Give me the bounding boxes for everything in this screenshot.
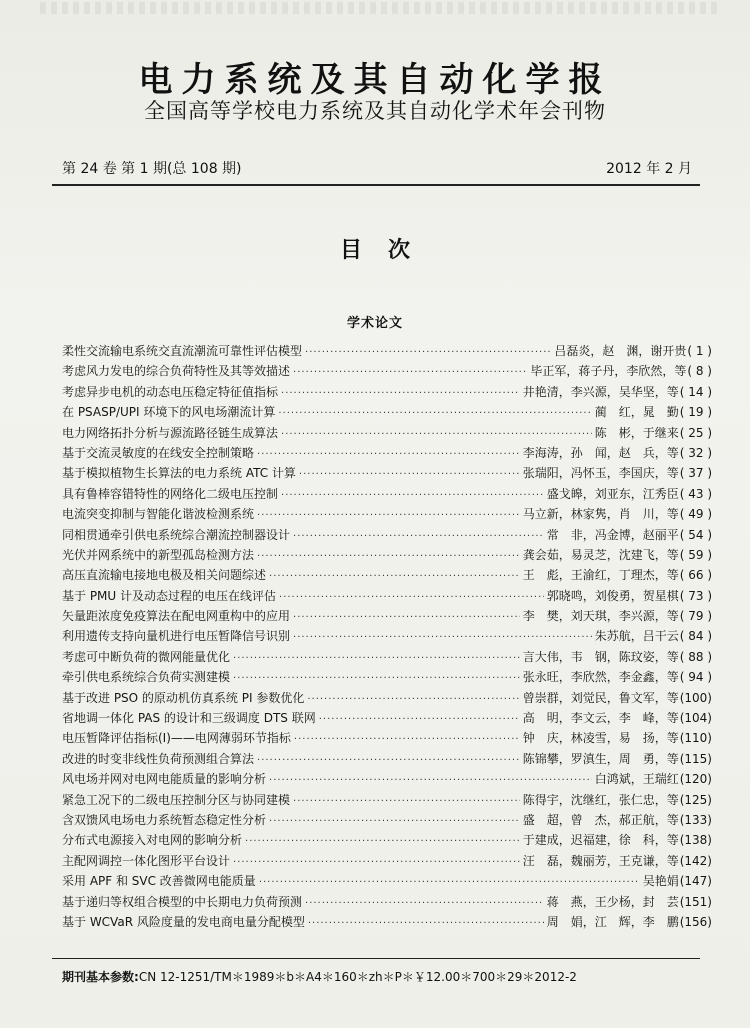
toc-entry-page: ( 1 )	[687, 344, 712, 358]
toc-entry-title: 考虑可中断负荷的微网能量优化	[62, 649, 231, 664]
section-title: 学术论文	[346, 316, 403, 331]
toc-entry-authors: 钟 庆，林凌雪，易 扬，等	[522, 731, 679, 746]
toc-entry-authors: 李 樊，刘天琪，李兴源，等	[522, 609, 679, 624]
toc-entry[interactable]	[62, 565, 712, 585]
dot-leader	[233, 649, 520, 669]
toc-entry-title: 在 PSASP/UPI 环境下的风电场潮流计算	[62, 405, 276, 420]
toc-entry-page: ( 94 )	[679, 670, 712, 685]
toc-entry-title: 柔性交流输电系统交直流潮流可靠性评估模型	[62, 344, 303, 358]
dot-leader	[269, 812, 520, 832]
toc-entry-authors: 白鸿斌，王瑞红	[594, 772, 679, 787]
toc-entry-page: (147)	[679, 874, 712, 889]
toc-entry-title: 电压暂降评估指标(I)——电网薄弱环节指标	[62, 731, 291, 746]
toc-entry-page: ( 49 )	[679, 507, 712, 522]
toc-entry-title: 主配网调控一体化图形平台设计	[62, 853, 231, 868]
toc-entry-page: (104)	[679, 711, 712, 726]
toc-entry-title: 基于模拟植物生长算法的电力系统 ATC 计算	[62, 466, 296, 481]
toc-entry-title: 电力网络拓扑分析与源流路径链生成算法	[62, 425, 279, 440]
toc-entry-title: 风电场并网对电网电能质量的影响分析	[62, 772, 267, 787]
dot-leader	[269, 567, 520, 587]
dot-leader	[293, 527, 544, 547]
toc-entry[interactable]	[62, 667, 712, 687]
top-divider	[52, 184, 700, 186]
toc-entry[interactable]	[62, 606, 712, 626]
toc-entry[interactable]	[62, 341, 712, 361]
dot-leader	[281, 425, 592, 445]
toc-entry-title: 利用遗传支持向量机进行电压暂降信号识别	[62, 629, 291, 644]
toc-entry-authors: 盛戈皞，刘亚东，江秀臣	[546, 486, 679, 501]
toc-entry-authors: 吴艳娟	[642, 874, 679, 889]
toc-entry-authors: 马立新，林家隽，肖 川，等	[522, 507, 679, 522]
dot-leader	[305, 894, 544, 914]
dot-leader	[257, 445, 520, 465]
toc-entry-page: ( 59 )	[679, 547, 712, 562]
toc-entry-title: 基于 WCVaR 风险度量的发电商电量分配模型	[62, 914, 305, 929]
toc-entry-title: 紧急工况下的二级电压控制分区与协同建模	[62, 792, 291, 807]
dot-leader	[233, 853, 520, 873]
toc-entry[interactable]	[62, 484, 712, 504]
toc-entry[interactable]	[62, 463, 712, 483]
toc-entry[interactable]	[62, 790, 712, 810]
toc-entry-page: (133)	[679, 812, 712, 827]
toc-entry[interactable]	[62, 708, 712, 728]
toc-entry-authors: 张永旺，李欣然，李金鑫，等	[522, 670, 679, 685]
toc-entry-page: (142)	[679, 853, 712, 868]
toc-entry-page: ( 54 )	[679, 527, 712, 542]
dot-leader	[281, 384, 520, 404]
toc-entry-page: (156)	[679, 914, 712, 929]
toc-entry-page: (100)	[679, 690, 712, 705]
toc-entry-authors: 常 非，冯金博，赵丽平	[546, 527, 679, 542]
toc-entry-page: ( 66 )	[679, 568, 712, 583]
toc-entry-page: ( 25 )	[679, 425, 712, 440]
toc-entry-authors: 毕正军，蒋子丹，李欣然，等	[530, 364, 687, 379]
issue-date: 2012 年 2 月	[606, 161, 692, 177]
toc-entry-page: ( 84 )	[679, 629, 712, 644]
toc-entry-page: ( 8 )	[687, 364, 712, 379]
dot-leader	[245, 832, 520, 852]
toc-entry-authors: 吕磊炎，赵 渊，谢开贵	[554, 344, 687, 358]
toc-entry[interactable]	[62, 810, 712, 830]
toc-entry-authors: 陈锦攀，罗滇生，周 勇，等	[522, 751, 679, 766]
journal-subtitle: 全国高等学校电力系统及其自动化学术年会刊物	[144, 99, 606, 123]
toc-entry[interactable]	[62, 728, 712, 748]
journal-title: 电力系统及其自动化学报	[138, 60, 612, 100]
toc-entry[interactable]	[62, 912, 712, 932]
dot-leader	[305, 343, 551, 363]
toc-entry[interactable]	[62, 525, 712, 545]
toc-entry[interactable]	[62, 688, 712, 708]
dot-leader	[294, 730, 520, 750]
toc-entry-page: (120)	[679, 772, 712, 787]
dot-leader	[278, 404, 591, 424]
toc-entry-title: 分布式电源接入对电网的影响分析	[62, 833, 243, 848]
dot-leader	[299, 465, 520, 485]
toc-entry-authors: 曾崇群，刘觉民，鲁文军，等	[522, 690, 679, 705]
journal-parameters	[62, 968, 702, 985]
toc-entry-authors: 张瑞阳，冯怀玉，李国庆，等	[522, 466, 679, 481]
toc-entry[interactable]	[62, 830, 712, 850]
toc-entry[interactable]	[62, 361, 712, 381]
toc-entry-title: 省地调一体化 PAS 的设计和三级调度 DTS 联网	[62, 711, 316, 726]
toc-entry-authors: 言大伟，韦 钢，陈玟姿，等	[522, 649, 679, 664]
toc-entry[interactable]	[62, 586, 712, 606]
dot-leader	[307, 690, 519, 710]
toc-entry-title: 基于交流灵敏度的在线安全控制策略	[62, 445, 255, 460]
toc-entry-title: 含双馈风电场电力系统暂态稳定性分析	[62, 812, 267, 827]
dot-leader	[257, 506, 520, 526]
toc-entry-page: ( 73 )	[679, 588, 712, 603]
toc-entry-title: 采用 APF 和 SVC 改善微网电能质量	[62, 874, 256, 889]
toc-entry-authors: 郭晓鸣，刘俊勇，贺星棋	[546, 588, 679, 603]
toc-entry-authors: 李海涛，孙 闻，赵 兵，等	[522, 445, 679, 460]
dot-leader	[293, 363, 527, 383]
toc-entry[interactable]	[62, 769, 712, 789]
issue-line	[62, 158, 692, 178]
toc-entry-title: 基于改进 PSO 的原动机仿真系统 PI 参数优化	[62, 690, 305, 705]
toc-entry[interactable]	[62, 382, 712, 402]
toc-entry-title: 高压直流输电接地电极及相关问题综述	[62, 568, 267, 583]
toc-entry-authors: 陈 彬，于继来	[594, 425, 679, 440]
toc-list	[62, 341, 712, 932]
toc-entry-authors: 蒋 燕，王少杨，封 芸	[546, 894, 679, 909]
toc-entry-page: ( 88 )	[679, 649, 712, 664]
toc-entry[interactable]	[62, 851, 712, 871]
toc-entry-title: 光伏并网系统中的新型孤岛检测方法	[62, 547, 255, 562]
toc-entry-authors: 王 彪，王渝红，丁理杰，等	[522, 568, 679, 583]
toc-entry-page: (110)	[679, 731, 712, 746]
toc-entry[interactable]	[62, 892, 712, 912]
toc-entry-authors: 汪 磊，魏丽芳，王克谦，等	[522, 853, 679, 868]
toc-entry-page: ( 14 )	[679, 384, 712, 399]
toc-entry-authors: 高 明，李文云，李 峰，等	[522, 711, 679, 726]
params-value: CN 12-1251/TM＊1989＊b＊A4＊160＊zh＊P＊￥12.00＊700＊29＊2012-2	[138, 970, 577, 984]
dot-leader	[233, 669, 520, 689]
toc-entry-title: 电流突变抑制与智能化谐波检测系统	[62, 507, 255, 522]
toc-entry-authors: 井艳清，李兴源，吴华坚，等	[522, 384, 679, 399]
dot-leader	[319, 710, 520, 730]
toc-entry-authors: 蔺 红，晁 勤	[594, 405, 679, 420]
toc-entry[interactable]	[62, 749, 712, 769]
dot-leader	[293, 608, 520, 628]
dot-leader	[269, 771, 592, 791]
toc-entry-title: 改进的时变非线性负荷预测组合算法	[62, 751, 255, 766]
toc-entry-title: 考虑异步电机的动态电压稳定特征值指标	[62, 384, 279, 399]
toc-entry[interactable]	[62, 402, 712, 422]
dot-leader	[259, 873, 640, 893]
toc-entry-page: ( 43 )	[679, 486, 712, 501]
bottom-divider	[52, 958, 700, 959]
toc-entry-page: (125)	[679, 792, 712, 807]
toc-entry-authors: 盛 超，曾 杰，郝正航，等	[522, 812, 679, 827]
toc-entry[interactable]	[62, 545, 712, 565]
toc-entry-title: 基于递归等权组合模型的中长期电力负荷预测	[62, 894, 303, 909]
toc-entry[interactable]	[62, 443, 712, 463]
toc-entry-title: 具有鲁棒容错特性的网络化二级电压控制	[62, 486, 279, 501]
toc-entry[interactable]	[62, 647, 712, 667]
toc-entry-title: 基于 PMU 计及动态过程的电压在线评估	[62, 588, 277, 603]
dot-leader	[281, 486, 544, 506]
dot-leader	[257, 751, 520, 771]
toc-entry-page: (138)	[679, 833, 712, 848]
toc-entry-page: (151)	[679, 894, 712, 909]
params-label: 期刊基本参数:	[62, 970, 139, 984]
toc-entry-title: 矢量距浓度免疫算法在配电网重构中的应用	[62, 609, 291, 624]
volume-info: 第 24 卷 第 1 期(总 108 期)	[62, 161, 242, 177]
dot-leader	[279, 588, 544, 608]
dot-leader	[293, 628, 592, 648]
toc-entry[interactable]	[62, 423, 712, 443]
top-bleed-texture	[40, 2, 720, 14]
toc-entry-authors: 于建成，迟福建，徐 科，等	[522, 833, 679, 848]
toc-entry[interactable]	[62, 504, 712, 524]
toc-entry-title: 考虑风力发电的综合负荷特性及其等效描述	[62, 364, 291, 379]
dot-leader	[257, 547, 520, 567]
toc-entry[interactable]	[62, 871, 712, 891]
toc-entry-page: ( 79 )	[679, 609, 712, 624]
toc-entry-authors: 朱苏航，吕干云	[594, 629, 679, 644]
dot-leader	[293, 792, 520, 812]
toc-title: 目次	[339, 238, 436, 263]
toc-entry-page: (115)	[679, 751, 712, 766]
toc-entry-page: ( 37 )	[679, 466, 712, 481]
toc-entry-title: 同相贯通牵引供电系统综合潮流控制器设计	[62, 527, 291, 542]
toc-entry-authors: 周 娟，江 辉，李 鹏	[546, 914, 679, 929]
dot-leader	[308, 914, 544, 934]
toc-entry-authors: 龚会茹，易灵芝，沈建飞，等	[522, 547, 679, 562]
toc-entry-page: ( 19 )	[679, 405, 712, 420]
toc-entry-page: ( 32 )	[679, 445, 712, 460]
toc-entry-title: 牵引供电系统综合负荷实测建模	[62, 670, 231, 685]
toc-entry-authors: 陈得宇，沈继红，张仁忠，等	[522, 792, 679, 807]
toc-entry[interactable]	[62, 626, 712, 646]
